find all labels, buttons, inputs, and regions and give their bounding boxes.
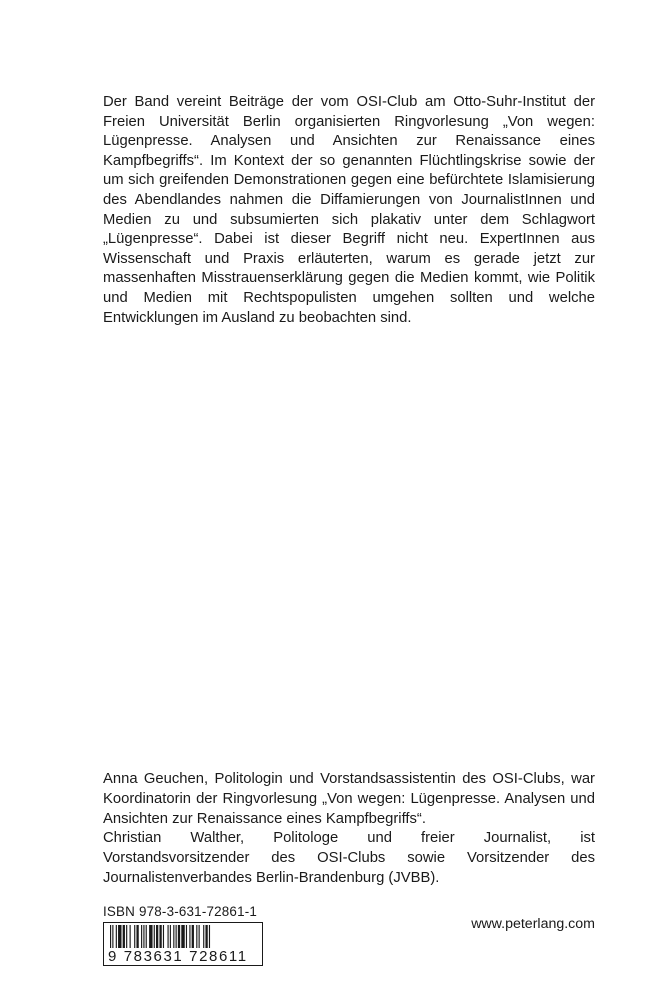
isbn-label: ISBN 978-3-631-72861-1 [103,904,258,919]
author-bio-geuchen: Anna Geuchen, Politologin und Vorstandsassistentin des OSI-Clubs, war Koordinatorin der Ringvorlesung „Von wegen: Lügenpresse. Analysen und Ansichten zur Renaissance eines Kampfbegriffs“. [103,771,595,827]
author-bio-walther: Christian Walther, Politologe und freier Journalist, ist Vorstandsvorsitzender des OSI-Clubs sowie Vorsitzender des Journalistenverbandes Berlin-Brandenburg (JVBB). [103,830,595,886]
author-bios [103,770,595,889]
blurb-paragraph: Der Band vereint Beiträge der vom OSI-Club am Otto-Suhr-Institut der Freien Universität Berlin organisierten Ringvorlesung „Von wegen: Lügenpresse. Analysen und Ansichten zur Renaissance eines Kampfbegriffs“. Im Kontext der so genannten Flüchtlingskrise sowie der um sich greifenden Demonstrationen gegen eine befürchtete Islamisierung des Abendlandes nahmen die Diffamierungen von JournalistInnen und Medien zu und subsumierten sich plakativ unter dem Schlagwort „Lügenpresse“. Dabei ist dieser Begriff nicht neu. ExpertInnen aus Wissenschaft und Praxis erläuterten, warum es gerade jetzt zur massenhaften Misstrauenserklärung gegen die Medien kommt, wie Politik und Medien mit Rechtspopulisten umgehen sollten und welche Entwicklungen im Ausland zu beobachten sind. [103,94,595,326]
barcode-digits: 9 783631 728611 [108,948,260,965]
publisher-website: www.peterlang.com [471,916,595,932]
barcode [103,922,263,966]
back-cover-blurb [103,93,595,328]
isbn-block [103,904,263,966]
